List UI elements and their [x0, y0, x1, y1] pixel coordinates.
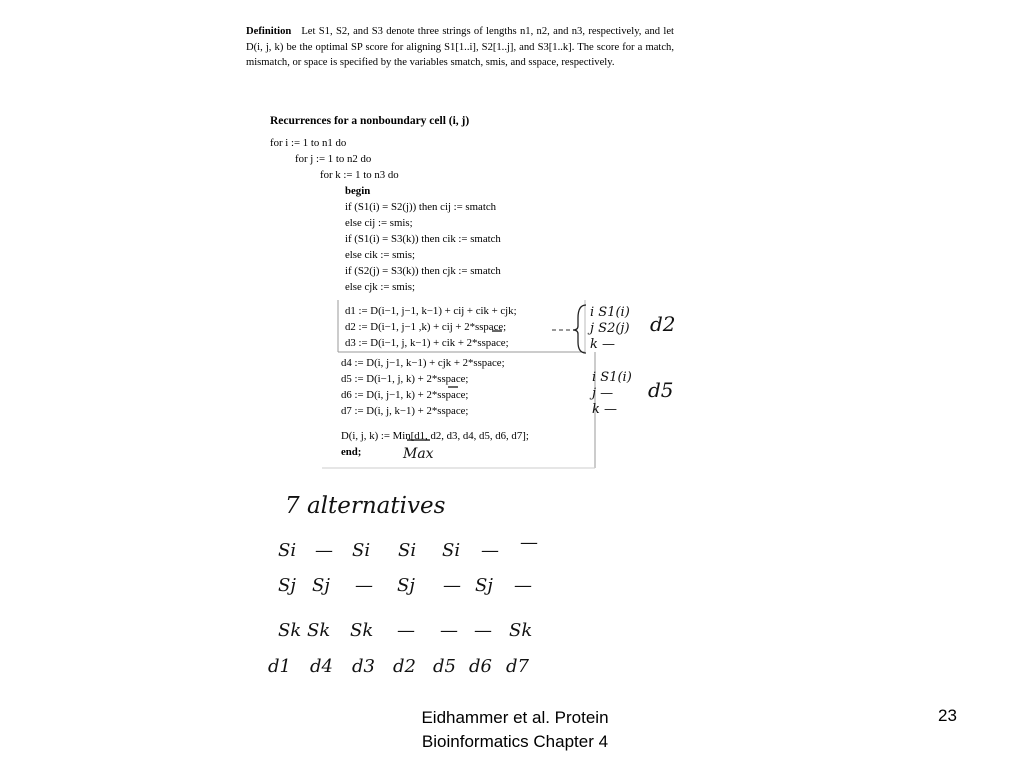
code-line: end;: [341, 446, 362, 458]
hw-line: k —: [592, 402, 618, 417]
grid-cell: Sj: [312, 575, 330, 596]
citation-line-1: Eidhammer et al. Protein: [421, 708, 609, 727]
code-line: d3 := D(i−1, j, k−1) + cik + 2*sspace;: [345, 337, 509, 349]
grid-cell: d2: [393, 656, 416, 677]
grid-cell: Si: [398, 540, 417, 561]
grid-cell: Si: [352, 540, 371, 561]
grid-cell: Sk: [509, 620, 533, 641]
code-line: if (S2(j) = S3(k)) then cjk := smatch: [345, 265, 501, 277]
code-line: d7 := D(i, j, k−1) + 2*sspace;: [341, 405, 469, 417]
handwritten-d2-block: [590, 305, 630, 353]
handwritten-d2-label: d2: [650, 312, 676, 336]
grid-cell: —: [440, 620, 458, 641]
code-line: d2 := D(i−1, j−1 ,k) + cij + 2*sspace;: [345, 321, 507, 333]
code-line: else cjk := smis;: [345, 281, 415, 293]
definition-text: Let S1, S2, and S3 denote three strings of lengths n1, n2, and n3, respectively, and let D(i, j, k) be the optimal SP score for aligning S1[1..i], S2[1..j], and S3[1..k]. The score for a match, mismatch, or space is specified by the variables smatch, smis, and sspace, respectively.: [246, 26, 674, 68]
handwritten-d5-block: [592, 370, 632, 418]
definition-heading: Definition: [246, 26, 292, 37]
grid-cell: —: [474, 620, 492, 641]
footer-citation: [380, 706, 650, 754]
code-line: if (S1(i) = S2(j)) then cij := smatch: [345, 201, 497, 213]
grid-cell: —: [443, 575, 461, 596]
citation-line-2: Bioinformatics Chapter 4: [421, 732, 609, 751]
hw-line: j —: [592, 386, 614, 401]
recurrences-title: Recurrences for a nonboundary cell (i, j): [270, 115, 470, 127]
grid-cell: Si: [278, 540, 297, 561]
grid-cell: d4: [310, 656, 333, 677]
grid-cell: d6: [469, 656, 492, 677]
grid-cell: Sk: [278, 620, 302, 641]
code-line: d6 := D(i, j−1, k) + 2*sspace;: [341, 389, 469, 401]
handwritten-d5-label: d5: [648, 378, 674, 402]
code-line: if (S1(i) = S3(k)) then cik := smatch: [345, 233, 501, 245]
hw-line: j S2(j): [590, 321, 630, 336]
grid-cell: —: [397, 620, 415, 641]
grid-cell: Sj: [278, 575, 296, 596]
hw-line: i S1(i): [592, 370, 632, 385]
grid-cell: d1: [268, 656, 291, 677]
grid-cell: —: [514, 575, 532, 596]
grid-cell: Sj: [397, 575, 415, 596]
grid-cell: Sj: [475, 575, 493, 596]
grid-cell: d3: [352, 656, 375, 677]
grid-cell: Sk: [307, 620, 331, 641]
page-number: 23: [938, 706, 957, 725]
hw-line: k —: [590, 337, 616, 352]
grid-cell: —: [481, 540, 499, 561]
grid-cell: d5: [433, 656, 456, 677]
code-line: d4 := D(i, j−1, k−1) + cjk + 2*sspace;: [341, 357, 505, 369]
code-line: d5 := D(i−1, j, k) + 2*sspace;: [341, 373, 469, 385]
code-line: else cij := smis;: [345, 217, 413, 229]
code-line: for k := 1 to n3 do: [320, 169, 399, 181]
code-line: begin: [345, 185, 371, 197]
grid-cell: —: [355, 575, 373, 596]
code-line: for j := 1 to n2 do: [295, 153, 372, 165]
grid-cell: d7: [506, 656, 529, 677]
handwritten-max: Max: [403, 446, 434, 462]
hw-line: i S1(i): [590, 305, 630, 320]
grid-cell: Si: [442, 540, 461, 561]
grid-cell: Sk: [350, 620, 374, 641]
grid-cell: —: [520, 532, 538, 553]
handwritten-alternatives-title: 7 alternatives: [285, 493, 446, 519]
grid-cell: —: [315, 540, 333, 561]
code-line: for i := 1 to n1 do: [270, 137, 347, 149]
code-line: D(i, j, k) := Min[d1, d2, d3, d4, d5, d6, d7];: [341, 430, 529, 442]
code-line: else cik := smis;: [345, 249, 415, 261]
code-line: d1 := D(i−1, j−1, k−1) + cij + cik + cjk;: [345, 305, 517, 317]
